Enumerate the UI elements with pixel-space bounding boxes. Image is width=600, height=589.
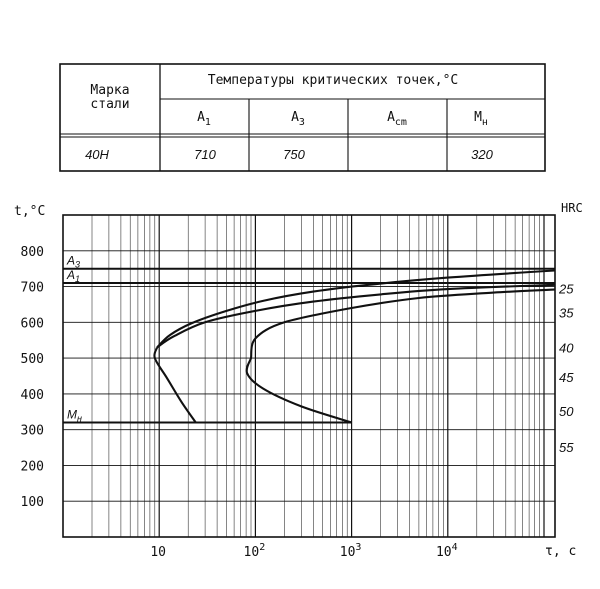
grade-header-line1: Марка (90, 83, 130, 98)
y-tick-label: 200 (20, 459, 44, 475)
hrc-label: 55 (559, 439, 574, 455)
x-tick-label: $10^3$ (339, 542, 362, 560)
curve-finish-middle (251, 289, 555, 358)
x-axis-label: τ, с (545, 544, 577, 559)
hrc-label: 25 (559, 281, 574, 297)
right-axis-label: HRC (561, 201, 583, 215)
y-tick-label: 700 (20, 280, 44, 296)
curve-finish-lower (247, 358, 352, 422)
y-tick-label: 400 (20, 387, 44, 403)
cell-grade: 40Н (85, 147, 109, 162)
cell-mn: 320 (471, 147, 493, 162)
grade-header-line2: стали (90, 97, 130, 112)
hrc-label: 40 (559, 340, 574, 356)
y-tick-label: 300 (20, 423, 44, 439)
cct-chart (14, 201, 583, 560)
cell-a1: 710 (194, 147, 216, 162)
hrc-label: 35 (559, 305, 574, 321)
hline-label: $A_1$ (67, 268, 81, 284)
y-tick-label: 500 (20, 352, 44, 368)
subheader-a1: $A_1$ (197, 110, 211, 128)
y-tick-label: 800 (20, 244, 44, 260)
group-header: Температуры критических точек,°С (207, 73, 459, 88)
hrc-label: 45 (559, 370, 574, 386)
x-tick-label: $10^4$ (435, 542, 458, 560)
hline-label: $A_3$ (67, 253, 81, 270)
curve-finish-upper (157, 285, 555, 348)
hline-label: $M_н$ (67, 407, 82, 424)
subheader-acm: $A_{cm}$ (387, 110, 407, 128)
y-axis-label: t,°C (14, 204, 46, 219)
curve-start-lower (154, 347, 195, 422)
subheader-a3: $A_3$ (291, 110, 305, 128)
plot-frame (63, 215, 555, 537)
y-tick-label: 600 (20, 316, 44, 332)
hrc-label: 50 (559, 404, 574, 420)
y-tick-label: 100 (20, 495, 44, 511)
subheader-mn: $M_н$ (474, 110, 488, 128)
x-tick-label: $10^2$ (243, 542, 266, 560)
cell-a3: 750 (283, 147, 305, 162)
x-tick-label: 10 (150, 545, 167, 560)
